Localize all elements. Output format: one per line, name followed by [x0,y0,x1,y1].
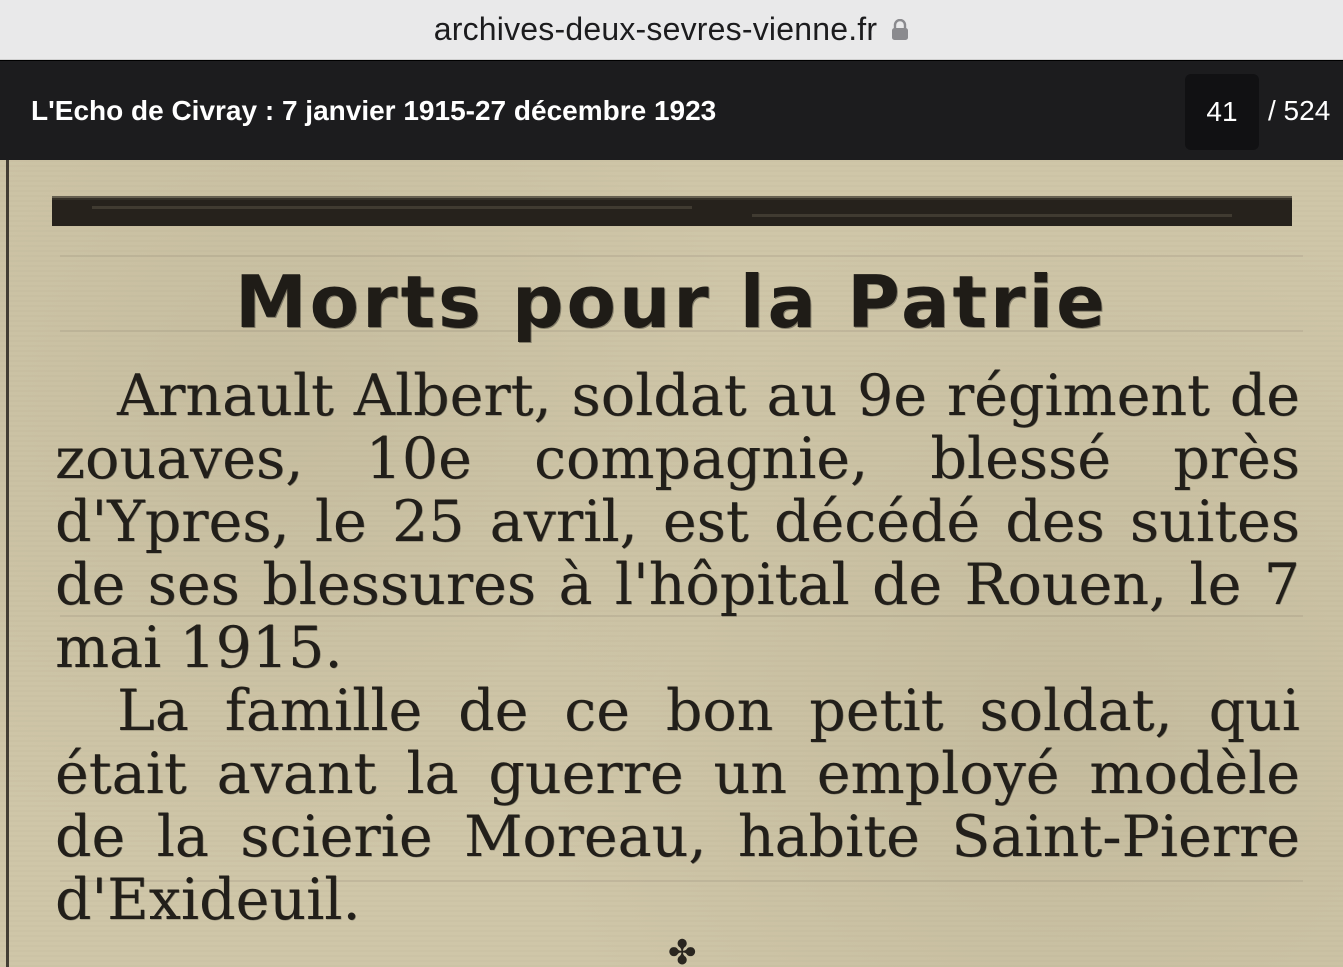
viewer-header [0,61,1343,160]
bleed-through-line [60,255,1303,257]
header-rule [52,178,1292,230]
current-page[interactable]: 41 [1206,96,1238,127]
article-headline: Morts pour la Patrie [235,260,1108,344]
article-body [55,365,1300,932]
url-text[interactable]: archives-deux-sevres-vienne.fr [433,11,878,47]
document-title: L'Echo de Civray : 7 janvier 1915-27 décembre 1923 [31,95,717,126]
ornament-icon: ✤ [668,933,697,967]
article-paragraph: La famille de ce bon petit soldat, qui était avant la guerre un employé modèle de la scierie Moreau, habite Saint-Pierre d'Exideuil. [55,678,1300,933]
article-paragraph: Arnault Albert, soldat au 9e régiment de zouaves, 10e compagnie, blessé près d'Ypres, le 25 avril, est décédé des suites de ses blessures à l'hôpital de Rouen, le 7 mai 1915. [55,363,1300,681]
page-total: / 524 [1268,95,1331,126]
newspaper-scan [0,160,1343,967]
address-bar[interactable] [0,0,1343,60]
lock-icon [891,19,909,41]
page-number-input[interactable] [1185,74,1259,150]
